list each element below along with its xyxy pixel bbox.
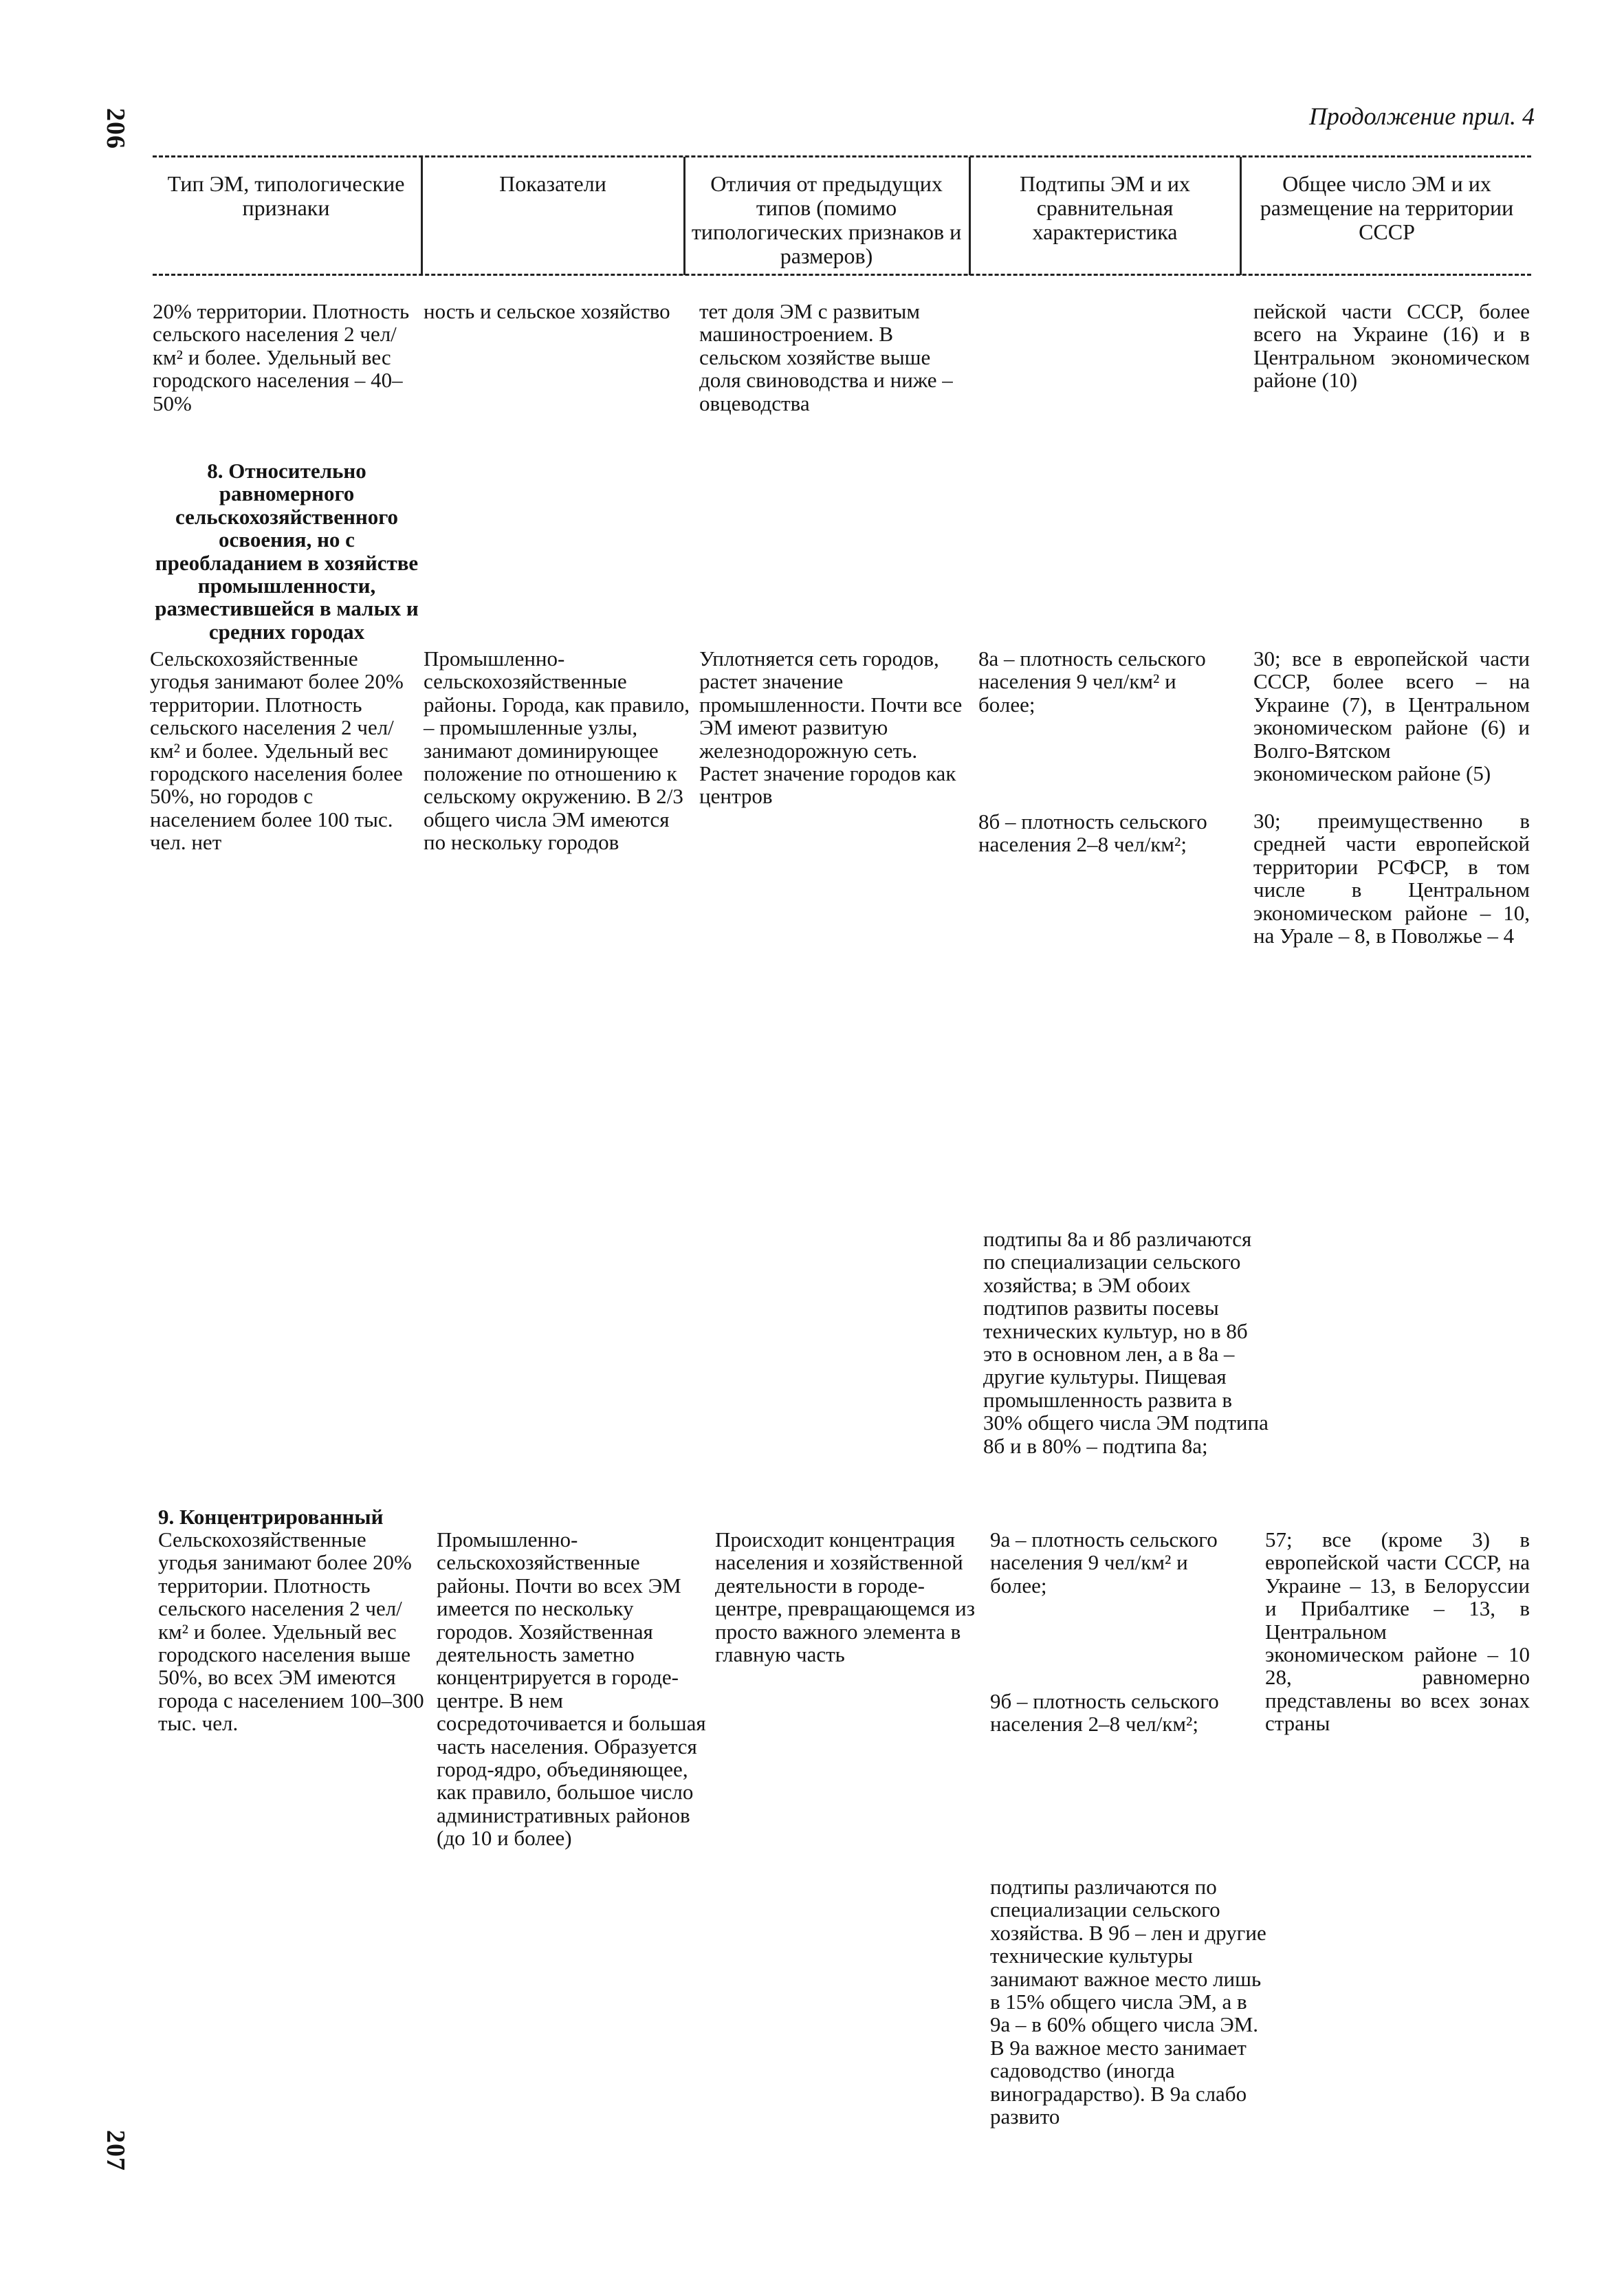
type9-subtype-b: 9б – плотность сельского населения 2–8 чел/км²;	[990, 1689, 1219, 1737]
header-count: Общее число ЭМ и их размещение на территории СССР	[1260, 171, 1514, 244]
type8-count-b: 30; преимущественно в средней части европейской территории РСФСР, в том числе в Центральном экономическом районе – 10, на Урале – 8, в Поволжье – 4	[1253, 809, 1530, 948]
type9-differences: Происходит концентрация населения и хозяйственной деятельности в городе-центре, превращающемся из просто важного элемента в главную часть	[715, 1527, 976, 1667]
type9-subtype-note: подтипы различаются по специализации сельского хозяйства. В 9б – лен и другие технические культуры занимают важное место лишь в 15% общего числа ЭМ, а в 9а – в 60% общего числа ЭМ. В 9а важное место занимает садоводство (иногда виноградарство). В 9а слабо развито	[990, 1875, 1266, 2129]
type8-subtype-a: 8а – плотность сельского населения 9 чел/км² и более;	[978, 646, 1206, 717]
type8-count-a: 30; все в европейской части СССР, более всего – на Украине (7), в Центральном экономическом районе (6) и Волго-Вятском экономическом районе (5)	[1253, 646, 1530, 786]
header-type: Тип ЭМ, типологические признаки	[167, 171, 405, 220]
continued-differences: тет доля ЭМ с развитым машиностроением. В сельском хозяйстве выше доля свиноводства и ниже – овцеводства	[699, 299, 953, 415]
header-divider-1	[421, 157, 423, 275]
continuation-title: Продолжение прил. 4	[1308, 102, 1535, 130]
header-divider-4	[1240, 157, 1242, 275]
header-differences: Отличия от предыдущих типов (помимо типологических признаков и размеров)	[691, 171, 962, 268]
type8-subtype-b: 8б – плотность сельского населения 2–8 чел/км²;	[978, 809, 1207, 857]
header-divider-2	[683, 157, 685, 275]
type8-title: 8. Относительно равномерного сельскохозяйственного освоения, но с преобладанием в хозяйстве промышленности, разместившейся в малых и средних городах	[155, 459, 419, 644]
type9-subtype-a: 9а – плотность сельского населения 9 чел/км² и более;	[990, 1527, 1218, 1598]
continued-count: пейской части СССР, более всего на Украине (16) и в Центральном экономическом районе (10)	[1253, 299, 1530, 393]
type9-criteria: Сельскохозяйственные угодья занимают более 20% территории. Плотность сельского населения 2 чел/км² и более. Удельный вес городского населения выше 50%, во всех ЭМ имеются города с населением 100–300 тыс. чел.	[158, 1527, 424, 1736]
type8-criteria: Сельскохозяйственные угодья занимают более 20% территории. Плотность сельского населения 2 чел/км² и более. Удельный вес городского населения более 50%, но городов с населением более 100 тыс. чел. нет	[150, 646, 404, 855]
type8-indicators: Промышленно-сельскохозяйственные районы. Города, как правило, – промышленные узлы, занимают доминирующее положение по отношению к сельскому окружению. В 2/3 общего числа ЭМ имеются по нескольку городов	[424, 646, 690, 855]
continued-criteria: 20% территории. Плотность сельского населения 2 чел/км² и более. Удельный вес городского населения – 40–50%	[153, 299, 410, 415]
header-divider-3	[969, 157, 971, 275]
page-number-left: 206	[101, 108, 130, 149]
type8-subtype-note: подтипы 8а и 8б различаются по специализации сельского хозяйства; в ЭМ обоих подтипов развиты посевы технических культур, но в 8б это в основном лен, а в 8а – другие культуры. Пищевая промышленность развита в 30% общего числа ЭМ подтипа 8б и в 80% – подтипа 8а;	[983, 1227, 1269, 1458]
table-header-rule	[153, 274, 1531, 276]
header-subtypes: Подтипы ЭМ и их сравнительная характеристика	[1019, 171, 1191, 244]
continued-indicators: ность и сельское хозяйство	[424, 299, 670, 323]
type9-indicators: Промышленно-сельскохозяйственные районы. Почти во всех ЭМ имеется по нескольку городов. Хозяйственная деятельность заметно концентрируется в городе-центре. В нем сосредоточивается и большая часть населения. Образуется город-ядро, объединяющее, как правило, большое число административных районов (до 10 и более)	[437, 1527, 706, 1851]
header-indicators: Показатели	[499, 171, 606, 196]
type9-count: 57; все (кроме 3) в европейской части СССР, на Украине – 13, в Белоруссии и Прибалтике – 13, в Центральном экономическом районе – 10 28, равномерно представлены во всех зонах страны	[1265, 1527, 1530, 1736]
page-number-right: 207	[101, 2130, 130, 2171]
type8-differences: Уплотняется сеть городов, растет значение промышленности. Почти все ЭМ имеют развитую железнодорожную сеть. Растет значение городов как центров	[699, 646, 963, 809]
type9-title: 9. Концентрированный	[158, 1505, 384, 1529]
table-top-rule	[153, 155, 1531, 157]
